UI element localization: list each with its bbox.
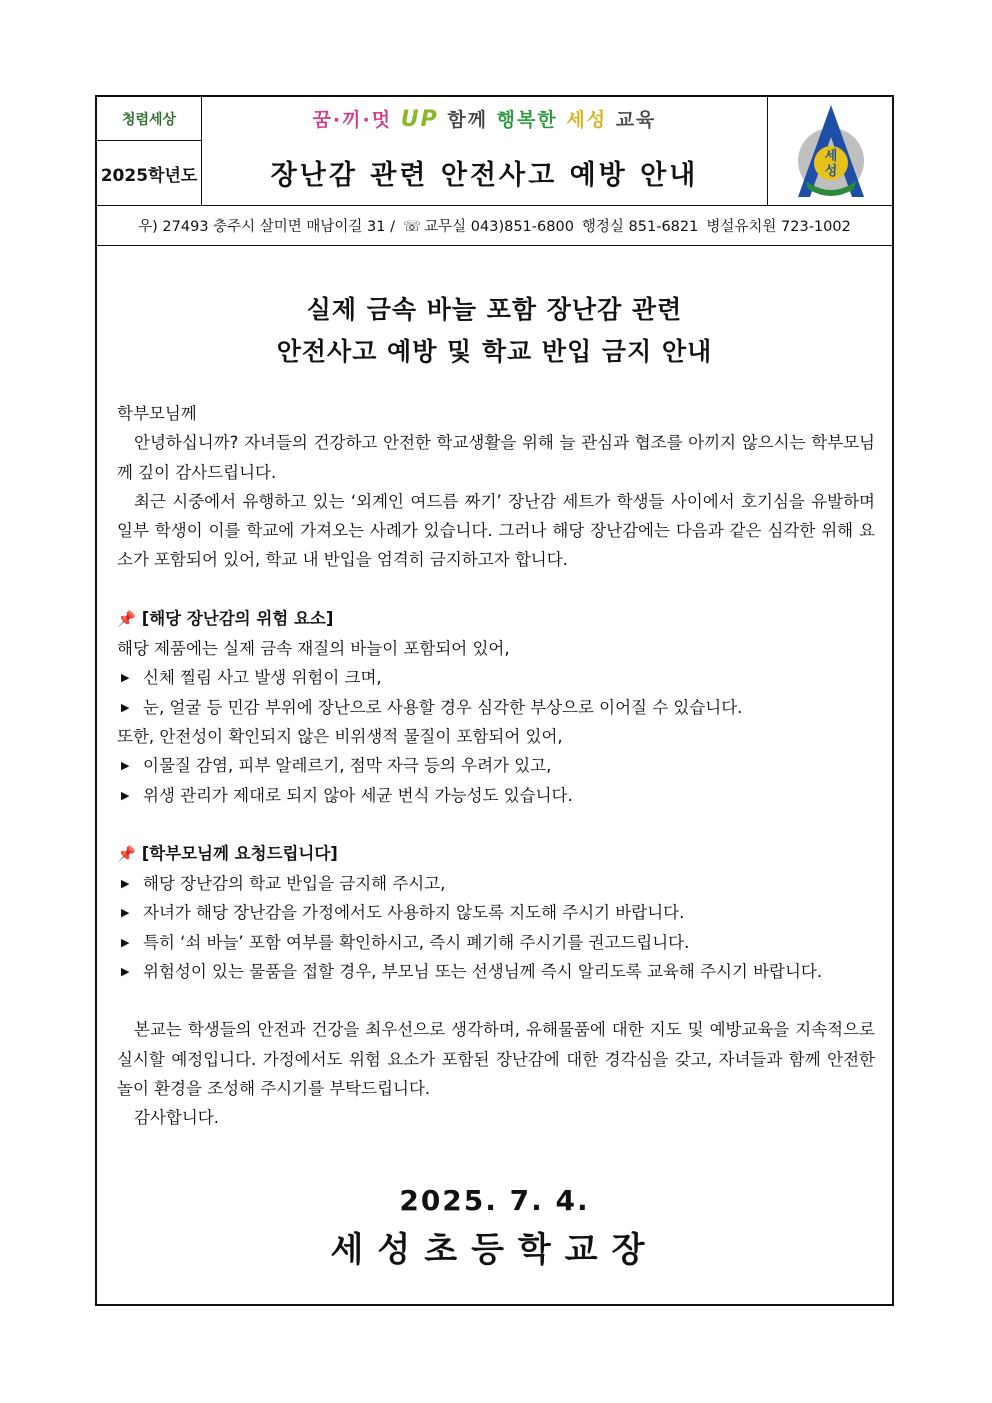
school-year: 2025학년도 [100,165,198,186]
principal-signature: 세성초등학교장 [330,1230,659,1270]
pushpin-icon: 📌 [117,844,136,863]
triangle-bullet-icon: ▶ [121,700,130,714]
paragraph-issue: 최근 시중에서 유행하고 있는 ‘외계인 여드름 짜기’ 장난감 세트가 학생들 사이에서 호기심을 유발하며 일부 학생이 이를 학교에 가져오는 사례가 있습니다. 그러나 해당 장난감에는 다음과 같은 심각한 위해 요소가 포함되어 있어, 학교 내 반입을 엄격히 금지하고자 합니다. [117,491,875,570]
list-item: ▶ 특히 ‘쇠 바늘’ 포함 여부를 확인하시고, 즉시 폐기해 주시기를 권고드립니다. [117,928,875,957]
triangle-bullet-icon: ▶ [121,877,130,891]
main-title-line2: 안전사고 예방 및 학교 반입 금지 안내 [276,337,713,366]
logo-text: 세 [824,149,838,164]
slogan-edu: 교육 [615,109,657,131]
education-slogan [202,105,767,132]
triangle-bullet-icon: ▶ [121,965,130,979]
slogan-together: 함께 [447,109,489,131]
closing-block [117,1015,875,1132]
pushpin-icon: 📌 [117,609,136,628]
risk-section-heading: 📌 [해당 장난감의 위험 요소] [117,604,875,634]
letterhead-right-cell [767,97,893,205]
list-item: ▶ 신체 찔림 사고 발생 위험이 크며, [117,663,875,692]
triangle-bullet-icon: ▶ [121,759,130,773]
triangle-bullet-icon: ▶ [121,935,130,949]
phone-office: ☏ 교무실 043)851-6800 [403,218,574,235]
phone-icon: ☏ [403,218,422,235]
triangle-bullet-icon: ▶ [121,906,130,920]
triangle-bullet-icon: ▶ [121,671,130,685]
closing-paragraph: 본교는 학생들의 안전과 건강을 최우선으로 생각하며, 유해물품에 대한 지도 및 예방교육을 지속적으로 실시할 예정입니다. 가정에서도 위험 요소가 포함된 장난감에 대한 경각심을 갖고, 자녀들과 함께 안전한 놀이 환경을 조성해 주시기를 부탁드립니다. [117,1020,875,1098]
slogan-sesung: 세성 [566,109,608,131]
slogan-happy: 행복한 [496,109,558,131]
phone-admin: 행정실 851-6821 [581,218,699,235]
list-item: ▶ 해당 장난감의 학교 반입을 금지해 주시고, [117,869,875,898]
request-section-heading: 📌 [학부모님께 요청드립니다] [117,839,875,869]
risk-section [117,604,875,810]
list-item: ▶ 눈, 얼굴 등 민감 부위에 장난으로 사용할 경우 심각한 부상으로 이어질 수 있습니다. [117,693,875,722]
thanks-line: 감사합니다. [134,1108,219,1128]
risk-intro-metal: 해당 제품에는 실제 금속 재질의 바늘이 포함되어 있어, [117,639,510,659]
paragraph-intro: 안녕하십니까? 자녀들의 건강하고 안전한 학교생활을 위해 늘 관심과 협조를 아끼지 않으시는 학부모님께 깊이 감사드립니다. [117,433,875,482]
slogan-up: UP [400,107,439,132]
letter-body [117,399,875,1133]
document-title: 장난감 관련 안전사고 예방 안내 [270,160,699,191]
list-item: ▶ 자녀가 해당 장난감을 가정에서도 사용하지 않도록 지도해 주시기 바랍니다. [117,898,875,927]
letterhead-center-cell [202,97,767,205]
document-frame [95,95,894,1306]
school-logo-icon [788,103,874,199]
list-item: ▶ 위험성이 있는 물품을 접할 경우, 부모님 또는 선생님께 즉시 알리도록 교육해 주시기 바랍니다. [117,957,875,986]
triangle-bullet-icon: ▶ [121,788,130,802]
issue-date: 2025. 7. 4. [399,1184,590,1217]
phone-kindergarten: 병설유치원 723-1002 [706,218,851,235]
address-bar [97,205,892,246]
slogan-dream: 꿈·끼·멋 [312,109,393,131]
risk-intro-hygiene: 또한, 안전성이 확인되지 않은 비위생적 물질이 포함되어 있어, [117,726,563,746]
request-section [117,839,875,986]
integrity-slogan [97,97,201,141]
integrity-slogan-text: 청렴세상 [121,111,177,128]
main-title-line1: 실제 금속 바늘 포함 장난감 관련 [306,295,683,324]
postal-address: 우) 27493 충주시 살미면 매남이길 31 / [138,218,395,235]
list-item: ▶ 이물질 감염, 피부 알레르기, 점막 자극 등의 우려가 있고, [117,751,875,780]
svg-text:성: 성 [824,164,838,179]
greeting: 학부모님께 [117,404,197,423]
letterhead-left-cell [97,97,202,205]
letterhead [97,97,892,206]
list-item: ▶ 위생 관리가 제대로 되지 않아 세균 번식 가능성도 있습니다. [117,781,875,810]
